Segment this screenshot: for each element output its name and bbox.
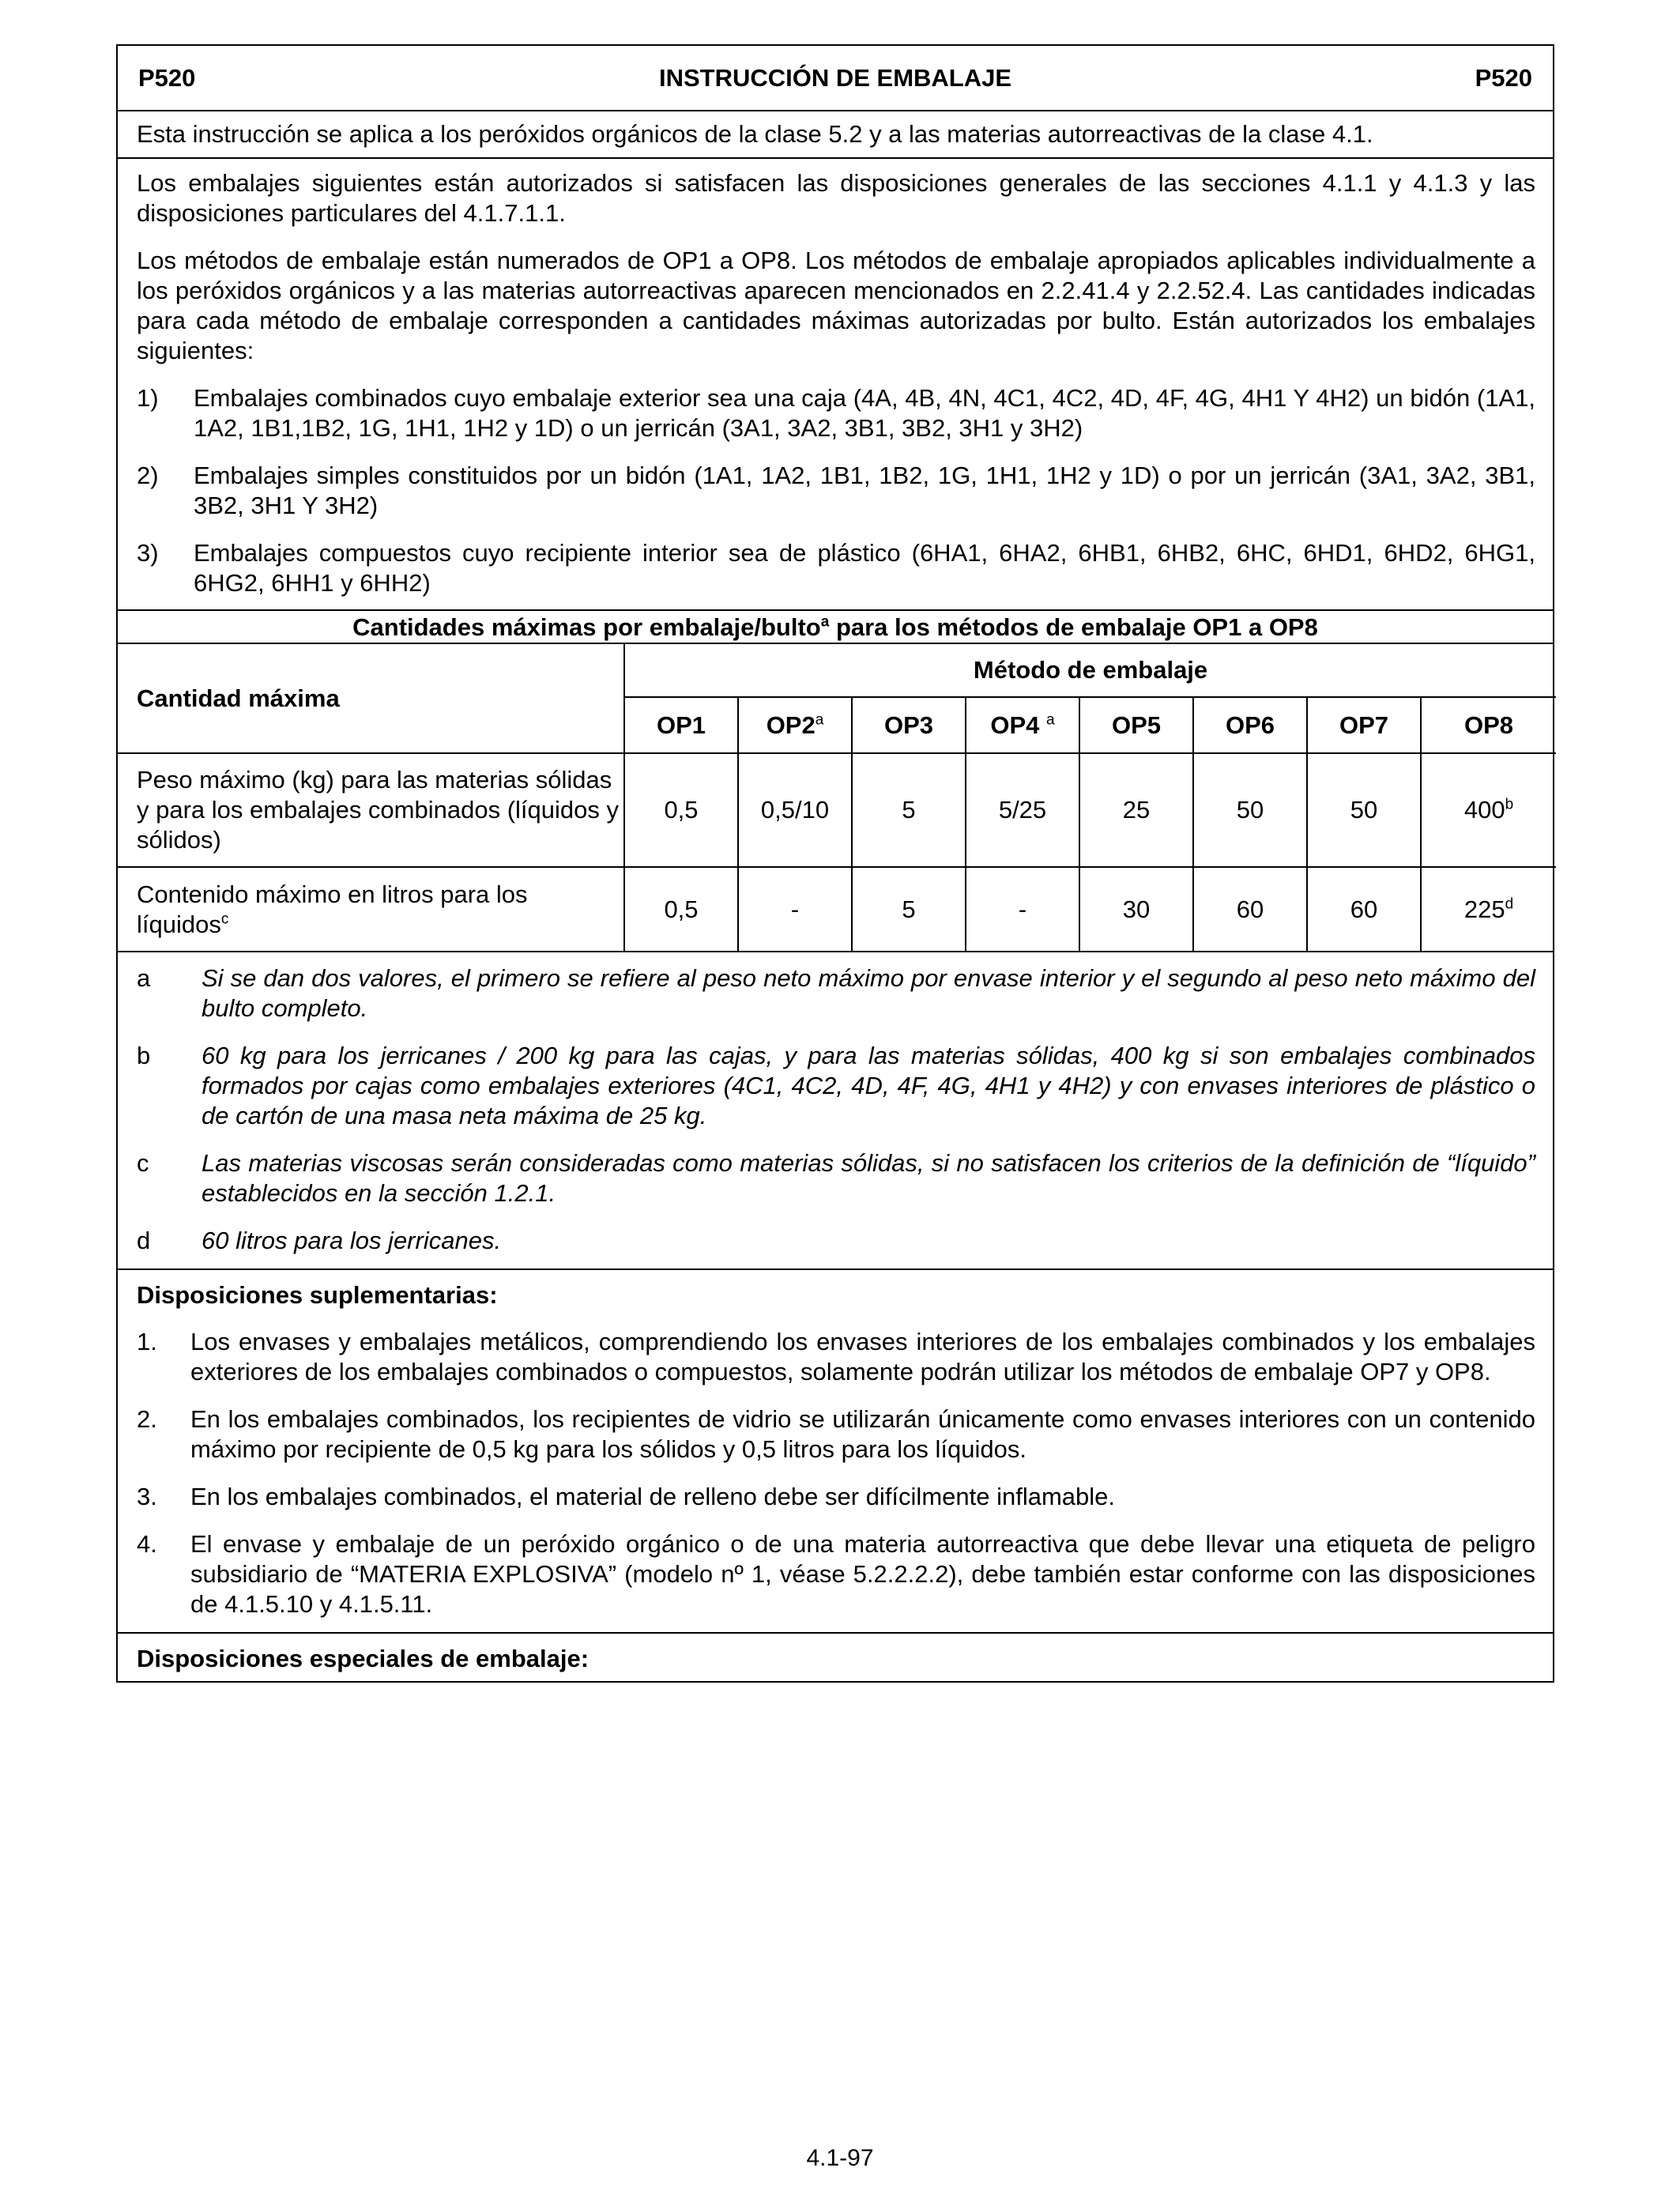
table-cell: 5: [852, 867, 966, 951]
footnote-key: d: [137, 1227, 151, 1254]
list-item-text: Los envases y embalajes metálicos, comprendiendo los envases interiores de los embalajes combinados y los embalajes exteriores de los embalajes combinados o compuestos, solamente podrán utilizar los métodos de embalaje OP7 y OP8.: [190, 1328, 1535, 1385]
supplementary-title: Disposiciones suplementarias:: [137, 1281, 498, 1309]
list-item-number: 3): [137, 539, 159, 567]
footnote-key: c: [137, 1149, 149, 1177]
table-footnotes: [118, 952, 1553, 1270]
table-caption: Cantidades máximas por embalaje/bulto$^a$ para los métodos de embalaje OP1 a OP8: [118, 611, 1553, 644]
quantities-table-wrapper: [118, 644, 1553, 952]
header-code-left: P520: [138, 63, 196, 92]
method-header: OP7: [1307, 697, 1421, 753]
table-cell: -: [966, 867, 1079, 951]
table-corner-header: Cantidad máxima: [118, 644, 624, 753]
footnote: [137, 963, 1535, 1023]
list-item-number: 2.: [137, 1405, 157, 1433]
table-cell: 225$^d$: [1421, 867, 1556, 951]
special-provisions: [118, 1634, 1553, 1681]
instruction-header: [118, 46, 1553, 111]
list-item-number: 4.: [137, 1530, 157, 1558]
intro-section: [118, 111, 1553, 159]
list-item: [137, 1404, 1535, 1465]
general-section: [118, 159, 1553, 611]
general-paragraph-1: Los embalajes siguientes están autorizados si satisfacen las disposiciones generales de las secciones 4.1.1 y 4.1.3 y las disposiciones particulares del 4.1.7.1.1.: [137, 169, 1535, 227]
method-header: OP5: [1079, 697, 1193, 753]
method-header: OP1: [624, 697, 738, 753]
table-cell: 0,5/10: [738, 753, 852, 867]
method-header: OP2$^a$: [738, 697, 852, 753]
table-cell: 25: [1079, 753, 1193, 867]
footnote-key: b: [137, 1042, 151, 1069]
footnote-text: 60 litros para los jerricanes.: [202, 1227, 502, 1254]
list-item-text: Embalajes combinados cuyo embalaje exterior sea una caja (4A, 4B, 4N, 4C1, 4C2, 4D, 4F, 4G, 4H1 Y 4H2) un bidón (1A1, 1A2, 1B1,1B2, 1G, 1H1, 1H2 y 1D) o un jerricán (3A1, 3A2, 3B1, 3B2, 3H1 y 3H2): [194, 384, 1535, 442]
list-item-text: El envase y embalaje de un peróxido orgánico o de una materia autorreactiva que debe llevar una etiqueta de peligro subsidiario de “MATERIA EXPLOSIVA” (modelo nº 1, véase 5.2.2.2.2), debe también estar conforme con las disposiciones de 4.1.5.10 y 4.1.5.11.: [190, 1530, 1535, 1618]
header-code-right: P520: [1475, 63, 1532, 92]
table-cell: -: [738, 867, 852, 951]
list-item-text: En los embalajes combinados, los recipientes de vidrio se utilizarán únicamente como envases interiores con un contenido máximo por recipiente de 0,5 kg para los sólidos y 0,5 litros para los líquidos.: [190, 1405, 1535, 1463]
table-cell: 50: [1193, 753, 1307, 867]
table-cell: 60: [1193, 867, 1307, 951]
table-cell: 30: [1079, 867, 1193, 951]
list-item: [137, 1529, 1535, 1619]
quantities-table: [118, 644, 1556, 951]
list-item-number: 1): [137, 384, 159, 412]
method-header: OP6: [1193, 697, 1307, 753]
page-number: 4.1-97: [806, 2145, 874, 2171]
caption-footnote-ref: a: [820, 613, 830, 631]
row-label: Peso máximo (kg) para las materias sólidas y para los embalajes combinados (líquidos y sólidos): [118, 753, 624, 867]
method-header: OP8: [1421, 697, 1556, 753]
table-row: [118, 753, 1556, 867]
method-header: OP4 $^a$: [966, 697, 1079, 753]
intro-text: Esta instrucción se aplica a los peróxidos orgánicos de la clase 5.2 y a las materias autorreactivas de la clase 4.1.: [137, 120, 1373, 148]
general-paragraph-2: Los métodos de embalaje están numerados de OP1 a OP8. Los métodos de embalaje apropiados aplicables individualmente a los peróxidos orgánicos y a las materias autorreactivas aparecen mencionados en 2.2.41.4 y 2.2.52.4. Las cantidades indicadas para cada método de embalaje corresponden a cantidades máximas autorizadas por bulto. Están autorizados los embalajes siguientes:: [137, 247, 1535, 364]
table-row: [118, 867, 1556, 951]
footnote: [137, 1041, 1535, 1131]
footnote-text: 60 kg para los jerricanes / 200 kg para las cajas, y para las materias sólidas, 400 kg si son embalajes combinados formados por cajas como embalajes exteriores (4C1, 4C2, 4D, 4F, 4G, 4H1 y 4H2) y con envases interiores de plástico o de cartón de una masa neta máxima de 25 kg.: [202, 1042, 1535, 1129]
table-cell: 50: [1307, 753, 1421, 867]
special-provisions-title: Disposiciones especiales de embalaje:: [137, 1645, 590, 1672]
method-group-header: Método de embalaje: [624, 644, 1556, 697]
footnote-text: Si se dan dos valores, el primero se refiere al peso neto máximo por envase interior y el segundo al peso neto máximo del bulto completo.: [202, 964, 1535, 1022]
packaging-list: [137, 383, 1535, 598]
table-cell: 0,5: [624, 867, 738, 951]
list-item-number: 2): [137, 462, 159, 489]
supplementary-provisions: [118, 1270, 1553, 1634]
packaging-list-item: [137, 461, 1535, 521]
method-header: OP3: [852, 697, 966, 753]
table-cell: 60: [1307, 867, 1421, 951]
footnote-text: Las materias viscosas serán consideradas como materias sólidas, si no satisfacen los criterios de la definición de “líquido” establecidos en la sección 1.2.1.: [202, 1149, 1535, 1207]
row-label: Contenido máximo en litros para los líquidos$^c$: [118, 867, 624, 951]
footnote: [137, 1226, 1535, 1256]
header-title: INSTRUCCIÓN DE EMBALAJE: [658, 63, 1012, 92]
table-cell: 5/25: [966, 753, 1079, 867]
footnote-key: a: [137, 964, 151, 992]
list-item: [137, 1327, 1535, 1387]
table-cell: 400$^b$: [1421, 753, 1556, 867]
footnote: [137, 1148, 1535, 1208]
packaging-list-item: [137, 383, 1535, 443]
list-item-number: 3.: [137, 1483, 157, 1510]
list-item-text: Embalajes compuestos cuyo recipiente interior sea de plástico (6HA1, 6HA2, 6HB1, 6HB2, 6HC, 6HD1, 6HD2, 6HG1, 6HG2, 6HH1 y 6HH2): [194, 539, 1535, 597]
table-cell: 5: [852, 753, 966, 867]
list-item: [137, 1482, 1535, 1512]
packaging-list-item: [137, 538, 1535, 598]
list-item-text: Embalajes simples constituidos por un bidón (1A1, 1A2, 1B1, 1B2, 1G, 1H1, 1H2 y 1D) o por un jerricán (3A1, 3A2, 3B1, 3B2, 3H1 Y 3H2): [194, 462, 1535, 519]
list-item-number: 1.: [137, 1328, 157, 1355]
packing-instruction-box: [116, 44, 1554, 1683]
table-cell: 0,5: [624, 753, 738, 867]
list-item-text: En los embalajes combinados, el material de relleno debe ser difícilmente inflamable.: [190, 1483, 1116, 1510]
